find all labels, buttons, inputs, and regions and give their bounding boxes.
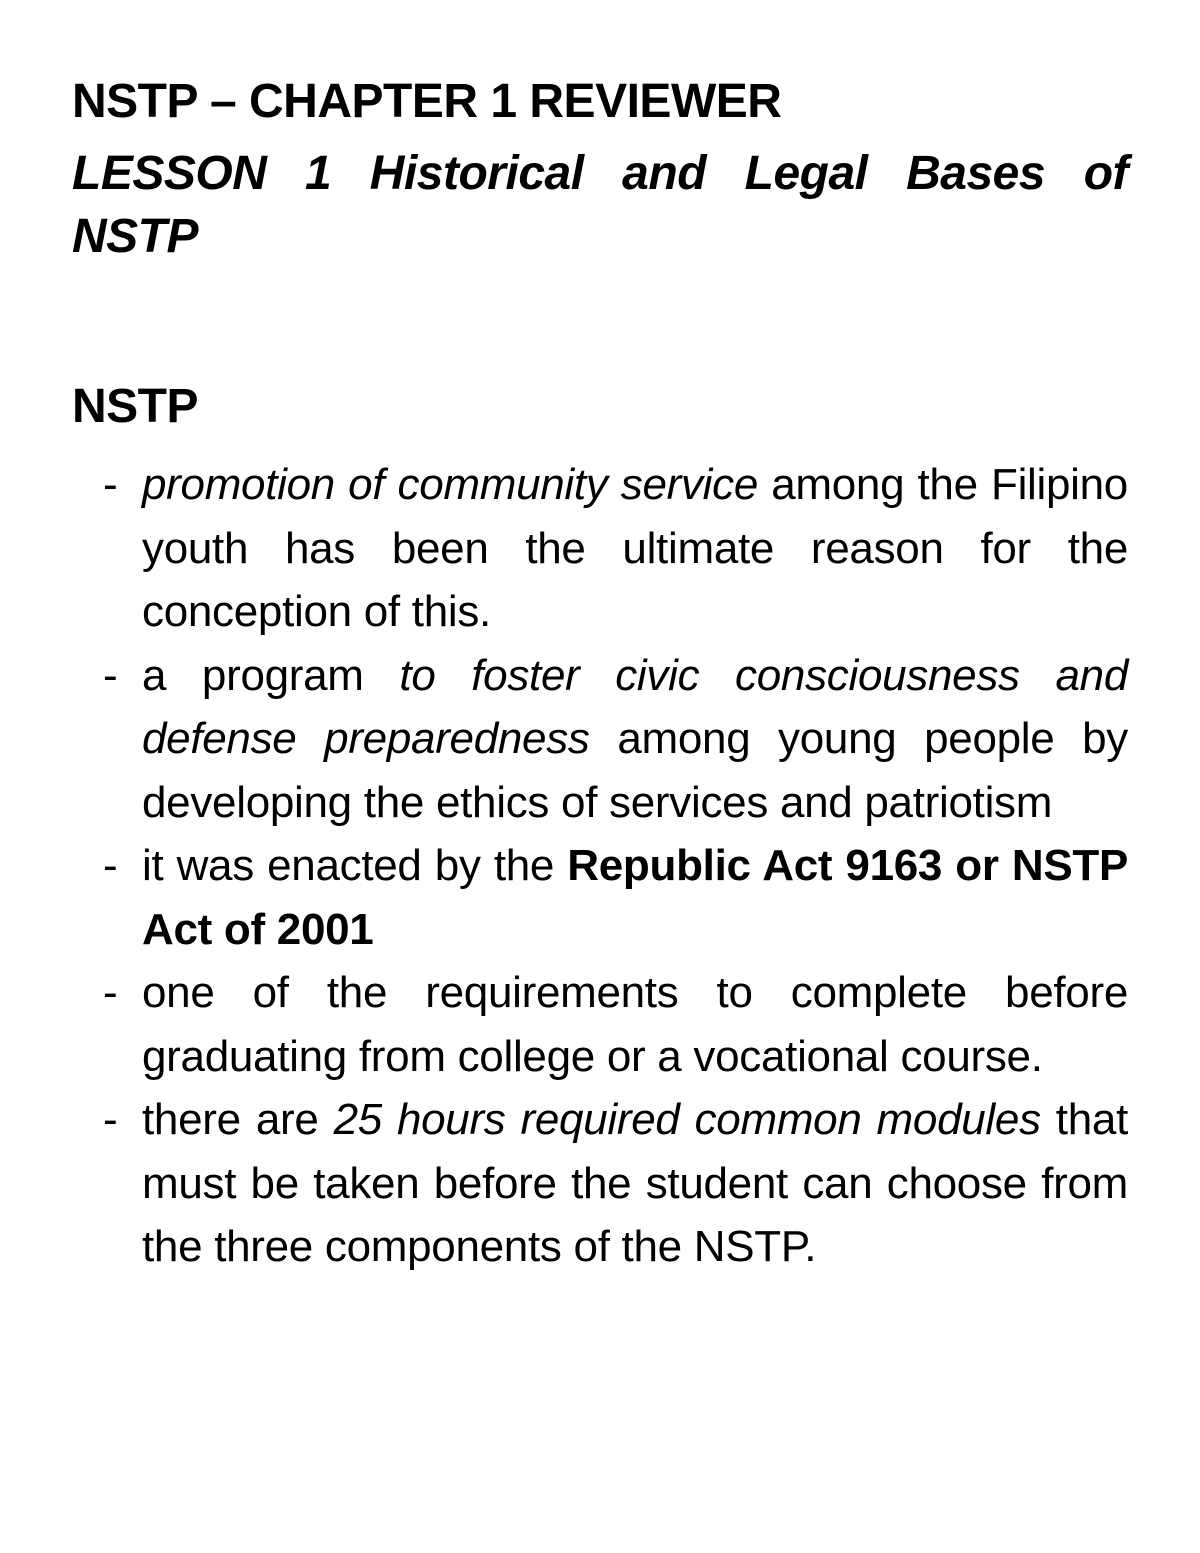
lesson-heading: LESSON 1 Historical and Legal Bases of NSTP [72,147,1128,263]
item-text: a program [142,650,400,700]
document-title: NSTP – CHAPTER 1 REVIEWER [72,75,782,128]
item-text: it was enacted by the [142,841,568,890]
list-item [72,453,1128,644]
list-item [72,961,1128,1088]
list-item [72,1088,1128,1279]
bullet-dash: - [103,460,118,509]
item-text: among young people by developing the ethics of services and patriotism [142,714,1128,827]
bullet-dash: - [103,1095,118,1144]
bullet-dash: - [103,650,118,700]
bullet-dash: - [103,968,118,1017]
list-item [72,834,1128,961]
item-emphasis: 25 hours required common modules [333,1095,1041,1144]
item-text: among the Filipino youth has been the ultimate reason for the conception of this. [142,460,1128,636]
bullet-list [72,453,1128,1279]
section-heading: NSTP [72,380,199,433]
list-item [72,644,1128,835]
document-page [72,70,1128,1279]
item-emphasis: to foster civic consciousness and defense preparedness [142,650,1128,763]
item-bold: Republic Act 9163 or NSTP Act of 2001 [142,841,1129,954]
item-text: that must be taken before the student can choose from the three components of the NSTP. [142,1095,1128,1271]
item-emphasis: promotion of community service [142,460,759,509]
item-text: one of the requirements to complete before graduating from college or a vocational course. [142,968,1128,1081]
item-text: there are [142,1095,334,1144]
bullet-dash: - [103,841,118,890]
